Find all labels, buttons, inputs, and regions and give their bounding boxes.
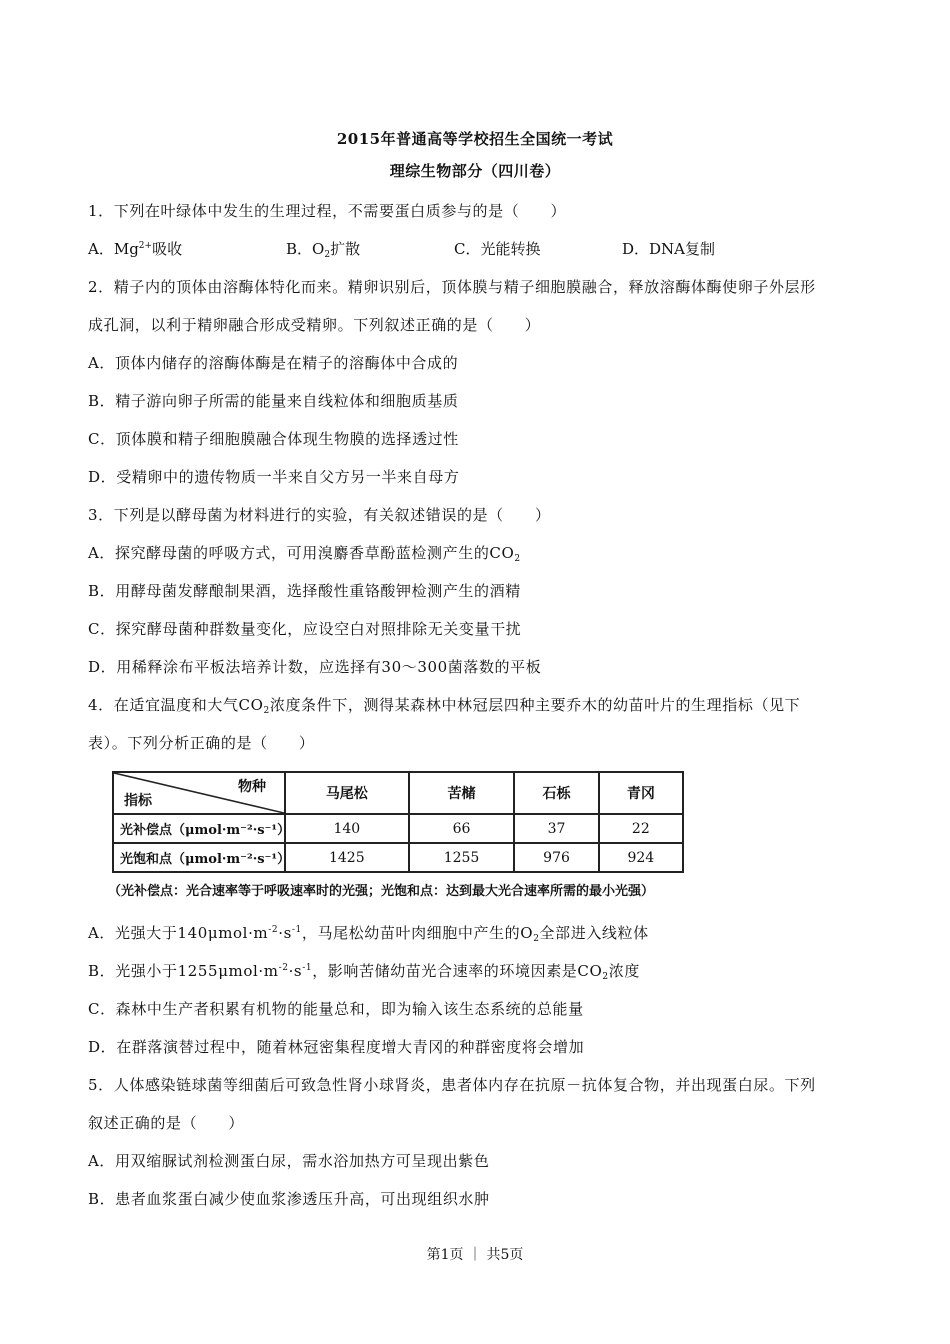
q2-option-c: C．顶体膜和精子细胞膜融合体现生物膜的选择透过性 xyxy=(88,430,459,448)
exam-title: 2015年普通高等学校招生全国统一考试 xyxy=(336,130,614,148)
q4-stem-line2: 表）。下列分析正确的是（ ） xyxy=(88,734,315,752)
q3-option-b: B．用酵母菌发酵酿制果酒，选择酸性重铬酸钾检测产生的酒精 xyxy=(88,582,521,600)
species-header: 苦槠 xyxy=(409,772,515,814)
q2-option-a: A．顶体内储存的溶酶体酶是在精子的溶酶体中合成的 xyxy=(88,354,459,372)
row-label: 光补偿点（μmol·m⁻²·s⁻¹） xyxy=(113,814,285,843)
table-cell: 22 xyxy=(599,814,683,843)
q5-option-b: B．患者血浆蛋白减少使血浆渗透压升高，可出现组织水肿 xyxy=(88,1190,490,1208)
q2-option-d: D．受精卵中的遗传物质一半来自父方另一半来自母方 xyxy=(88,468,460,486)
species-header: 青冈 xyxy=(599,772,683,814)
corner-species-label: 物种 xyxy=(238,779,266,795)
table-cell: 1255 xyxy=(409,843,515,872)
q1-option-d: D．DNA复制 xyxy=(622,240,716,258)
table-row xyxy=(113,814,683,843)
table-cell: 66 xyxy=(409,814,515,843)
table-cell: 924 xyxy=(599,843,683,872)
exam-subtitle: 理综生物部分（四川卷） xyxy=(389,162,561,180)
table-cell: 1425 xyxy=(285,843,409,872)
q5-stem-line1: 5．人体感染链球菌等细菌后可致急性肾小球肾炎，患者体内存在抗原－抗体复合物，并出现蛋白尿。下列 xyxy=(88,1076,816,1094)
q4-stem-line1: 4．在适宜温度和大气$CO_2$浓度条件下，测得某森林中林冠层四种主要乔木的幼苗叶片的生理指标（见下 xyxy=(88,696,801,716)
q4-option-c: C．森林中生产者积累有机物的能量总和，即为输入该生态系统的总能量 xyxy=(88,1000,584,1018)
q3-option-d: D．用稀释涂布平板法培养计数，应选择有30～300菌落数的平板 xyxy=(88,658,542,676)
q3-stem: 3．下列是以酵母菌为材料进行的实验，有关叙述错误的是（ ） xyxy=(88,506,551,524)
table-row xyxy=(113,843,683,872)
table-corner-cell xyxy=(113,772,285,814)
table-footnote: （光补偿点：光合速率等于呼吸速率时的光强；光饱和点：达到最大光合速率所需的最小光强） xyxy=(108,884,655,899)
corner-index-label: 指标 xyxy=(124,793,152,809)
q2-stem-line2: 成孔洞，以利于精卵融合形成受精卵。下列叙述正确的是（ ） xyxy=(88,316,541,334)
q1-option-a: A．$Mg^{2+}$吸收 xyxy=(88,240,183,258)
q3-option-c: C．探究酵母菌种群数量变化，应设空白对照排除无关变量干扰 xyxy=(88,620,522,638)
q4-option-d: D．在群落演替过程中，随着林冠密集程度增大青冈的种群密度将会增加 xyxy=(88,1038,585,1056)
species-header: 马尾松 xyxy=(285,772,409,814)
row-label: 光饱和点（μmol·m⁻²·s⁻¹） xyxy=(113,843,285,872)
table-cell: 976 xyxy=(514,843,598,872)
q4-option-b: B．光强小于$1255\mu mol\cdot m^{-2}\cdot s^{-1}$，影响苦储幼苗光合速率的环境因素是$CO_2$浓度 xyxy=(88,962,640,982)
q4-data-table xyxy=(112,771,690,873)
table-cell: 37 xyxy=(514,814,598,843)
q5-option-a: A．用双缩脲试剂检测蛋白尿，需水浴加热方可呈现出紫色 xyxy=(88,1152,490,1170)
q2-stem-line1: 2．精子内的顶体由溶酶体特化而来。精卵识别后，顶体膜与精子细胞膜融合，释放溶酶体酶使卵子外层形 xyxy=(88,278,816,296)
q1-option-c: C．光能转换 xyxy=(454,240,541,258)
species-header: 石栎 xyxy=(514,772,598,814)
q2-option-b: B．精子游向卵子所需的能量来自线粒体和细胞质基质 xyxy=(88,392,459,410)
page-footer: 第1页 ｜ 共5页 xyxy=(426,1247,524,1263)
table-cell: 140 xyxy=(285,814,409,843)
q1-option-b: B．$O_2$扩散 xyxy=(286,240,361,260)
q3-option-a: A．探究酵母菌的呼吸方式，可用溴麝香草酚蓝检测产生的$CO_2$ xyxy=(88,544,521,564)
table-header-row xyxy=(113,772,683,814)
q1-stem: 1．下列在叶绿体中发生的生理过程，不需要蛋白质参与的是（ ） xyxy=(88,202,567,220)
q5-stem-line2: 叙述正确的是（ ） xyxy=(88,1114,245,1132)
q4-option-a: A．光强大于$140\mu mol\cdot m^{-2}\cdot s^{-1}$，马尾松幼苗叶肉细胞中产生的$O_2$全部进入线粒体 xyxy=(88,924,649,944)
